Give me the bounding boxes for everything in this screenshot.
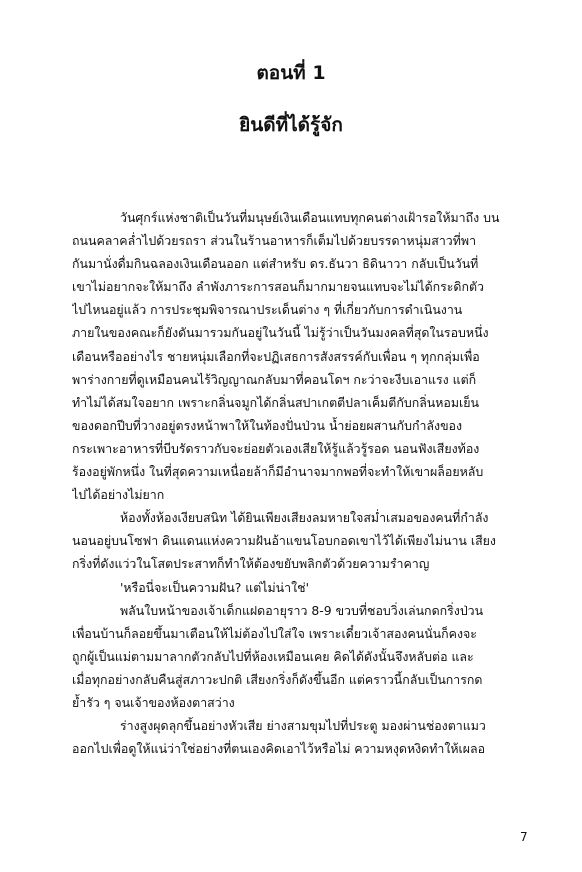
paragraph-line: ร้องอยู่พักหนึ่ง ในที่สุดความเหนื่อยล้าก็มีอำนาจมากพอที่จะทำให้เขาผล็อยหลับ xyxy=(72,464,484,480)
paragraph-line: เดือนหรืออย่างไร ชายหนุ่มเลือกที่จะปฏิเสธการสังสรรค์กับเพื่อน ๆ ทุกกลุ่มเพื่อ xyxy=(72,348,480,364)
paragraph-line: 'หรือนี่จะเป็นความฝัน? แต่ไม่น่าใช่' xyxy=(120,579,309,595)
paragraph-line: ไปไหนอยู่แล้ว การประชุมพิจารณาประเด็นต่าง ๆ ที่เกี่ยวกับการดำเนินงาน xyxy=(72,302,463,318)
chapter-title: ยินดีที่ได้รู้จัก xyxy=(239,114,343,136)
paragraph-line: ห้องทั้งห้องเงียบสนิท ได้ยินเพียงเสียงลมหายใจสม่ำเสมอของคนที่กำลัง xyxy=(120,510,489,526)
paragraph-line: ของดอกปีบที่วางอยู่ตรงหน้าพาให้ในท้องปั่นป่วน น้ำย่อยผสานกับกำลังของ xyxy=(72,417,463,433)
chapter-number: ตอนที่ 1 xyxy=(256,62,326,84)
paragraph-line: พาร่างกายที่ดูเหมือนคนไร้วิญญาณกลับมาที่คอนโดฯ กะว่าจะงีบเอาแรง แต่ก็ xyxy=(72,371,477,387)
paragraph-line: ทำไม่ได้สมใจอยาก เพราะกลิ่นจมูกได้กลิ่นสปาเกตตีปลาเค็มตีกับกลิ่นหอมเย็น xyxy=(72,394,479,410)
paragraph-line: ย้ำรัว ๆ จนเจ้าของห้องตาสว่าง xyxy=(72,694,235,710)
page-number: 7 xyxy=(520,830,528,844)
body-text xyxy=(72,206,512,760)
paragraph-line: นอนอยู่บนโซฟา ดินแดนแห่งความฝันอ้าแขนโอบกอดเขาไว้ได้เพียงไม่นาน เสียง xyxy=(72,533,496,549)
paragraph-line: ไปได้อย่างไม่ยาก xyxy=(72,487,165,503)
paragraph-line: ออกไปเพื่อดูให้แน่ว่าใช่อย่างที่ตนเองคิดเอาไว้หรือไม่ ความหงุดหงิดทำให้เผลอ xyxy=(72,741,486,757)
paragraph-line: พลันใบหน้าของเจ้าเด็กแฝดอายุราว 8-9 ขวบที่ชอบวิ่งเล่นกดกริ่งป่วน xyxy=(120,602,484,618)
paragraph-line: กันมานั่งดื่มกินฉลองเงินเดือนออก แต่สำหรับ ดร.ธันวา ธิดินาวา กลับเป็นวันที่ xyxy=(72,256,479,272)
paragraph-line: ภายในของคณะก็ยังดันมารวมกันอยู่ในวันนี้ ไม่รู้ว่าเป็นวันมงคลที่สุดในรอบหนึ่ง xyxy=(72,325,489,341)
paragraph-line: เมื่อทุกอย่างกลับคืนสู่สภาวะปกติ เสียงกริ่งก็ดังขึ้นอีก แต่คราวนี้กลับเป็นการกด xyxy=(72,671,483,687)
paragraph-line: ถูกผู้เป็นแม่ตามมาลากตัวกลับไปที่ห้องเหมือนเคย คิดได้ดังนั้นจึงหลับต่อ และ xyxy=(72,648,474,664)
paragraph-line: วันศุกร์แห่งชาติเป็นวันที่มนุษย์เงินเดือนแทบทุกคนต่างเฝ้ารอให้มาถึง บน xyxy=(120,210,500,225)
paragraph-line: ร่างสูงผุดลุกขึ้นอย่างหัวเสีย ย่างสามขุมไปที่ประตู มองผ่านช่องตาแมว xyxy=(120,718,486,734)
paragraph-line: กริ่งที่ดังแว่วในโสตประสาทก็ทำให้ต้องขยับพลิกตัวด้วยความรำคาญ xyxy=(72,556,430,572)
paragraph-line: เขาไม่อยากจะให้มาถึง ลำพังภาระการสอนก็มากมายจนแทบจะไม่ได้กระดิกตัว xyxy=(72,279,484,295)
paragraph-line: กระเพาะอาหารที่บีบรัดราวกับจะย่อยตัวเองเสียให้รู้แล้วรู้รอด นอนฟังเสียงท้อง xyxy=(72,440,480,456)
paragraph-line: ถนนคลาคล่ำไปด้วยรถรา ส่วนในร้านอาหารก็เต็มไปด้วยบรรดาหนุ่มสาวที่พา xyxy=(72,233,477,249)
paragraph-line: เพื่อนบ้านก็ลอยขึ้นมาเตือนให้ไม่ต้องไปใส่ใจ เพราะเดี๋ยวเจ้าสองคนนั่นก็คงจะ xyxy=(72,625,477,641)
